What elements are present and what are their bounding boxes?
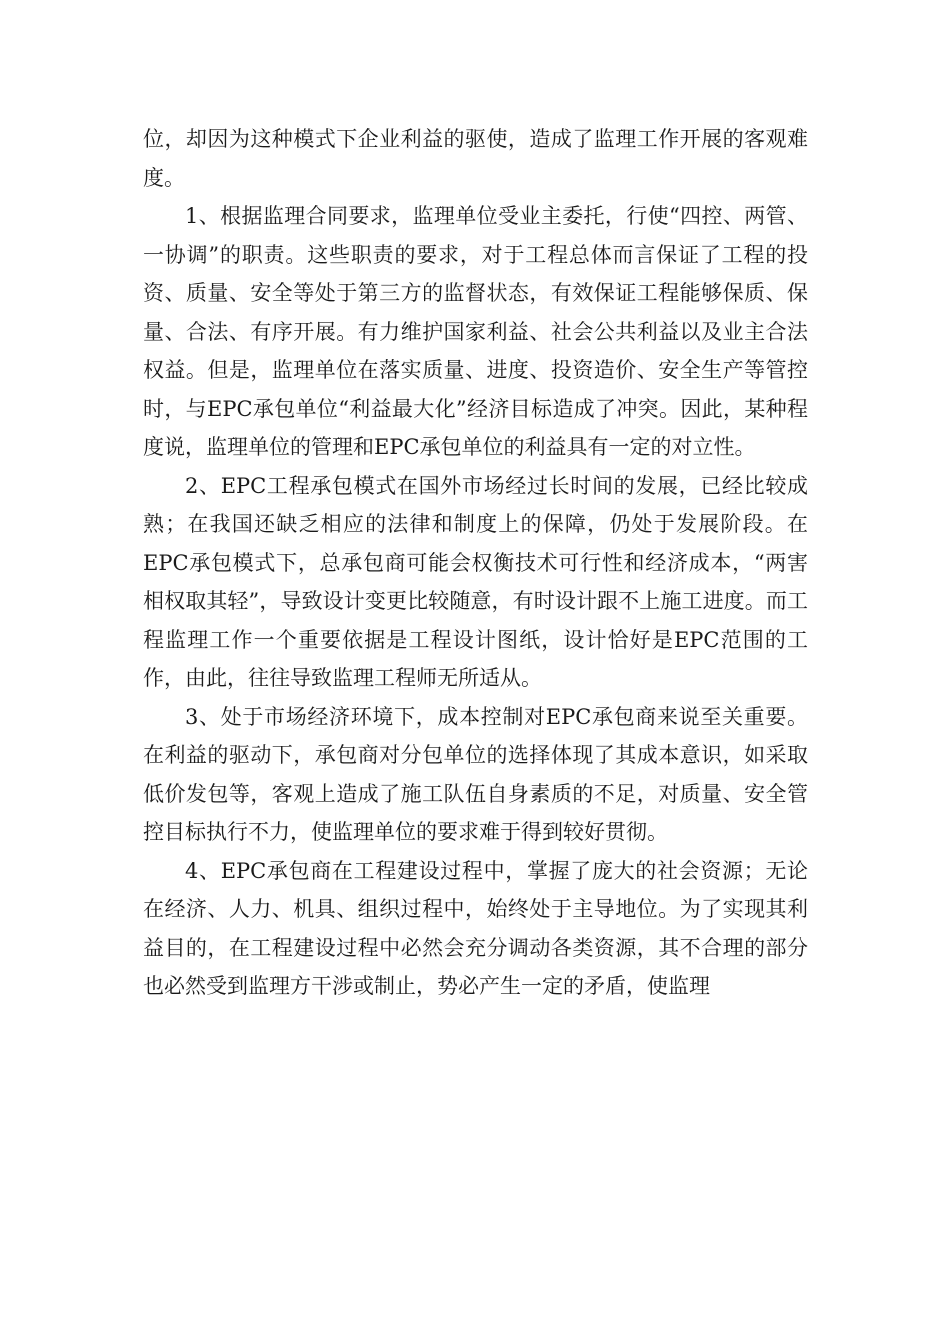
paragraph-continuation: 位，却因为这种模式下企业利益的驱使，造成了监理工作开展的客观难度。 — [143, 127, 808, 190]
paragraph-item-4: 4、EPC承包商在工程建设过程中，掌握了庞大的社会资源；无论在经济、人力、机具、组织过程中，始终处于主导地位。为了实现其利益目的，在工程建设过程中必然会充分调动各类资源，其不合理的部分也必然受到监理方干涉或制止，势必产生一定的矛盾，使监理 — [143, 858, 808, 998]
paragraph-item-2: 2、EPC工程承包模式在国外市场经过长时间的发展，已经比较成熟；在我国还缺乏相应的法律和制度上的保障，仍处于发展阶段。在EPC承包模式下，总承包商可能会权衡技术可行性和经济成本，“两害相权取其轻”，导致设计变更比较随意，有时设计跟不上施工进度。而工程监理工作一个重要依据是工程设计图纸，设计恰好是EPC范围的工作，由此，往往导致监理工程师无所适从。 — [143, 473, 808, 690]
paragraph-item-1: 1、根据监理合同要求，监理单位受业主委托，行使“四控、两管、一协调”的职责。这些职责的要求，对于工程总体而言保证了工程的投资、质量、安全等处于第三方的监督状态，有效保证工程能够保质、保量、合法、有序开展。有力维护国家利益、社会公共利益以及业主合法权益。但是，监理单位在落实质量、进度、投资造价、安全生产等管控时，与EPC承包单位“利益最大化”经济目标造成了冲突。因此，某种程度说，监理单位的管理和EPC承包单位的利益具有一定的对立性。 — [143, 204, 808, 459]
paragraph-item-3: 3、处于市场经济环境下，成本控制对EPC承包商来说至关重要。在利益的驱动下，承包商对分包单位的选择体现了其成本意识，如采取低价发包等，客观上造成了施工队伍自身素质的不足，对质量、安全管控目标执行不力，使监理单位的要求难于得到较好贯彻。 — [143, 704, 808, 844]
body-text — [143, 120, 808, 1006]
